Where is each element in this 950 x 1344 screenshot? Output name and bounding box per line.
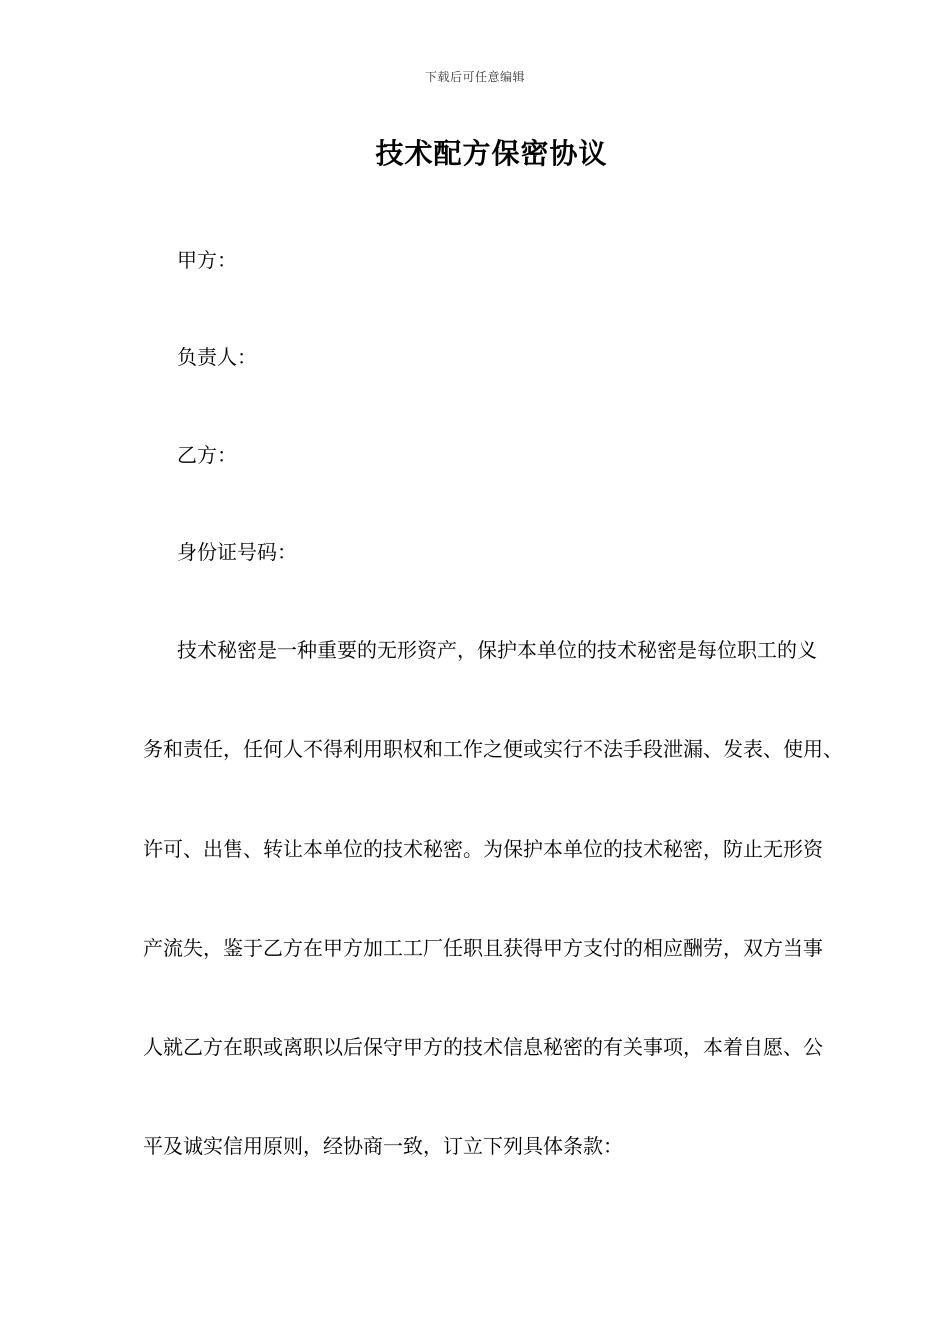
paragraph-line: 许可、出售、转让本单位的技术秘密。为保护本单位的技术秘密，防止无形资 (143, 837, 823, 861)
person-in-charge-field: 负责人： (177, 345, 257, 369)
party-b-field: 乙方： (177, 443, 237, 467)
paragraph-line: 技术秘密是一种重要的无形资产，保护本单位的技术秘密是每位职工的义 (177, 638, 817, 662)
party-a-field: 甲方： (177, 248, 237, 272)
id-number-field: 身份证号码： (177, 540, 297, 564)
document-title: 技术配方保密协议 (375, 137, 608, 170)
paragraph-line: 平及诚实信用原则，经协商一致，订立下列具体条款： (143, 1134, 623, 1158)
header-note: 下载后可任意编辑 (424, 70, 525, 84)
paragraph-line: 务和责任，任何人不得利用职权和工作之便或实行不法手段泄漏、发表、使用、 (143, 737, 843, 761)
paragraph-line: 人就乙方在职或离职以后保守甲方的技术信息秘密的有关事项，本着自愿、公 (143, 1035, 823, 1059)
paragraph-line: 产流失，鉴于乙方在甲方加工工厂任职且获得甲方支付的相应酬劳，双方当事 (143, 936, 823, 960)
